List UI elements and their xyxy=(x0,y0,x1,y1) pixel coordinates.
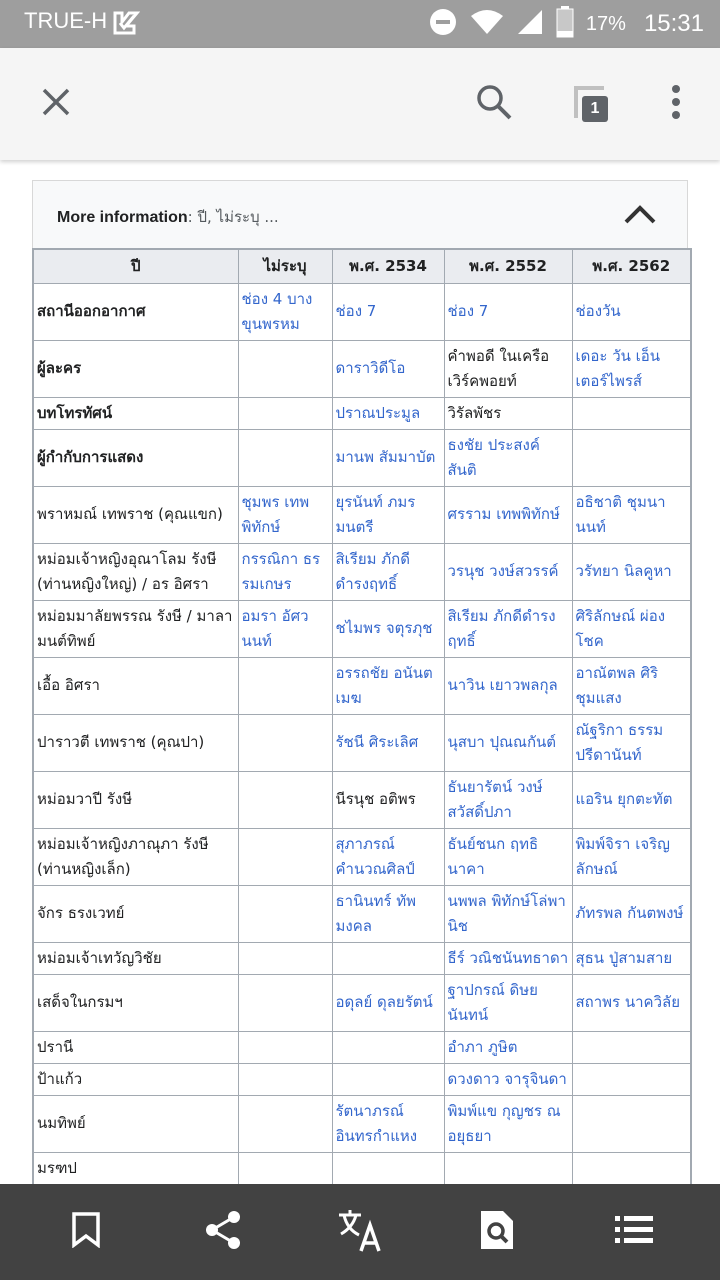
table-cell xyxy=(332,600,444,657)
table-cell xyxy=(238,600,332,657)
cell-link[interactable]: ธานินทร์ ทัพมงคล xyxy=(335,891,417,935)
carrier-name: TRUE-H xyxy=(24,8,108,33)
close-button[interactable] xyxy=(28,76,84,132)
cell-link[interactable]: นุสบา ปุณณกันต์ xyxy=(447,733,557,751)
cell-link[interactable]: ช่อง 7 xyxy=(447,302,489,320)
more-information-header[interactable] xyxy=(32,180,688,248)
table-row xyxy=(33,543,691,600)
article-content xyxy=(0,160,720,1184)
table-cell xyxy=(444,283,572,340)
table-row xyxy=(33,771,691,828)
cell-link[interactable]: ช่อง 4 บางขุนพรหม xyxy=(241,289,313,333)
table-cell xyxy=(238,885,332,942)
cell-link[interactable]: สิเรียม ภักดีดำรงฤทธิ์ xyxy=(335,549,410,593)
table-row xyxy=(33,340,691,397)
table-cell xyxy=(238,340,332,397)
table-cell xyxy=(572,974,691,1031)
cell-link[interactable]: ธีร์ วณิชนันทธาดา xyxy=(447,948,569,967)
table-cell xyxy=(238,1095,332,1152)
table-cell xyxy=(332,397,444,429)
cell-link[interactable]: นาวิน เยาวพลกุล xyxy=(447,676,558,694)
share-icon xyxy=(203,1210,243,1254)
table-cell xyxy=(444,885,572,942)
cell-link[interactable]: ศิริลักษณ์ ผ่องโชค xyxy=(575,606,666,650)
clock: 15:31 xyxy=(643,10,704,37)
row-label: ผู้กำกับการแสดง xyxy=(33,429,238,486)
tabs-button[interactable] xyxy=(564,76,620,132)
cast-table xyxy=(32,248,692,1184)
cell-link[interactable]: รัชนี ศิระเลิศ xyxy=(335,733,419,751)
header-2552: พ.ศ. 2552 xyxy=(444,249,572,283)
status-bar xyxy=(0,0,720,48)
cell-link[interactable]: อมรา อัศวนนท์ xyxy=(241,606,309,650)
row-label: เอื้อ อิศรา xyxy=(33,657,238,714)
table-row xyxy=(33,429,691,486)
table-cell xyxy=(238,1031,332,1063)
table-row xyxy=(33,600,691,657)
cell-link[interactable]: อดุลย์ ดุลยรัตน์ xyxy=(335,993,433,1011)
chevron-up-icon[interactable] xyxy=(623,203,657,229)
table-cell xyxy=(332,714,444,771)
table-row xyxy=(33,942,691,974)
cell-link[interactable]: สุธน ปู่สามสาย xyxy=(575,948,673,967)
table-cell xyxy=(444,714,572,771)
table-cell xyxy=(572,1152,691,1184)
table-cell xyxy=(572,1063,691,1095)
row-label: หม่อมวาปี รังษี xyxy=(33,771,238,828)
table-row xyxy=(33,486,691,543)
table-cell xyxy=(332,543,444,600)
table-cell xyxy=(238,942,332,974)
table-cell xyxy=(332,657,444,714)
table-cell xyxy=(572,657,691,714)
cell-link[interactable]: วรัทยา นิลคูหา xyxy=(575,562,672,580)
carrier-logo-icon xyxy=(112,10,140,40)
table-cell: นีรนุช อติพร xyxy=(332,771,444,828)
table-cell xyxy=(444,543,572,600)
cell-link[interactable]: ปราณประมูล xyxy=(335,403,421,422)
table-cell: คำพอดี ในเครือเวิร์คพอยท์ xyxy=(444,340,572,397)
table-row xyxy=(33,397,691,429)
cell-link[interactable]: อาณัตพล ศิริชุมแสง xyxy=(575,663,659,707)
table-cell xyxy=(572,828,691,885)
cell-link[interactable]: อธิชาติ ชุมนานนท์ xyxy=(575,492,666,536)
dnd-icon xyxy=(428,7,458,41)
table-cell xyxy=(332,283,444,340)
cell-link[interactable]: แอริน ยุกตะทัต xyxy=(575,790,673,808)
table-cell xyxy=(238,657,332,714)
table-row xyxy=(33,714,691,771)
more-information-title: More information xyxy=(57,209,188,226)
row-label: หม่อมเจ้าหญิงภาณุภา รังษี (ท่านหญิงเล็ก) xyxy=(33,828,238,885)
search-icon xyxy=(474,82,514,126)
table-cell xyxy=(444,429,572,486)
table-cell xyxy=(444,1031,572,1063)
cell-link[interactable]: สุภาภรณ์ คำนวณศิลป์ xyxy=(335,834,415,878)
table-cell xyxy=(238,543,332,600)
more-information-summary: : ปี, ไม่ระบุ ... xyxy=(187,208,279,226)
table-cell xyxy=(572,1031,691,1063)
cell-link[interactable]: ช่อง 7 xyxy=(335,302,377,320)
search-button[interactable] xyxy=(466,76,522,132)
app-toolbar xyxy=(0,48,720,160)
row-label: มรฑป xyxy=(33,1152,238,1184)
table-cell xyxy=(332,1031,444,1063)
table-cell xyxy=(444,771,572,828)
translate-button[interactable] xyxy=(328,1200,392,1264)
table-cell xyxy=(572,283,691,340)
row-label: นมทิพย์ xyxy=(33,1095,238,1152)
row-label: เสด็จในกรมฯ xyxy=(33,974,238,1031)
table-cell xyxy=(572,942,691,974)
cell-link[interactable]: ฐาปกรณ์ ดิษยนันทน์ xyxy=(447,980,538,1024)
cell-link[interactable]: สิเรียม ภักดีดำรงฤทธิ์ xyxy=(447,606,556,650)
table-row xyxy=(33,974,691,1031)
bottom-toolbar xyxy=(0,1184,720,1280)
translate-icon xyxy=(337,1207,383,1257)
table-row xyxy=(33,885,691,942)
table-cell xyxy=(332,828,444,885)
cell-link[interactable]: พิมพ์แข กุญชร ณ อยุธยา xyxy=(447,1101,561,1145)
table-cell xyxy=(238,397,332,429)
table-cell xyxy=(238,974,332,1031)
table-row xyxy=(33,1063,691,1095)
cell-link[interactable]: ณัฐริกา ธรรมปรีดานันท์ xyxy=(575,720,664,764)
cell-link[interactable]: ชไมพร จตุรภุช xyxy=(335,619,433,637)
table-row xyxy=(33,828,691,885)
header-unspecified: ไม่ระบุ xyxy=(238,249,332,283)
more-vert-icon xyxy=(670,84,682,124)
battery-percent: 17% xyxy=(585,12,626,35)
cell-link[interactable]: ธงชัย ประสงค์สันติ xyxy=(447,435,540,479)
cell-link[interactable]: เดอะ วัน เอ็นเตอร์ไพรส์ xyxy=(575,346,661,390)
cell-link[interactable]: ช่องวัน xyxy=(575,302,621,320)
row-label: หม่อมมาลัยพรรณ รังษี / มาลา มนต์ทิพย์ xyxy=(33,600,238,657)
row-label: หม่อมเจ้าเทวัญวิชัย xyxy=(33,942,238,974)
cell-link[interactable]: ภัทรพล กันตพงษ์ xyxy=(575,904,684,922)
table-header-row xyxy=(33,249,691,283)
table-cell xyxy=(238,1063,332,1095)
table-cell: วิรัลพัชร xyxy=(444,397,572,429)
table-cell xyxy=(572,771,691,828)
cell-link[interactable]: นพพล พิทักษ์โล่พานิช xyxy=(447,891,566,935)
table-cell xyxy=(332,429,444,486)
table-cell xyxy=(444,657,572,714)
table-row xyxy=(33,1152,691,1184)
cell-link[interactable]: ศรราม เทพพิทักษ์ xyxy=(447,505,560,523)
table-cell xyxy=(572,1095,691,1152)
more-information-label xyxy=(57,205,279,229)
table-cell xyxy=(332,486,444,543)
cell-link[interactable]: สถาพร นาควิลัย xyxy=(575,993,680,1011)
cell-link[interactable]: พิมพ์จิรา เจริญลักษณ์ xyxy=(575,834,670,878)
row-label: ปาราวตี เทพราช (คุณปา) xyxy=(33,714,238,771)
table-cell xyxy=(238,486,332,543)
table-cell xyxy=(444,600,572,657)
table-cell xyxy=(332,1063,444,1095)
share-button[interactable] xyxy=(191,1200,255,1264)
cell-link[interactable]: รัตนาภรณ์ อินทรกำแหง xyxy=(335,1101,418,1145)
row-label: สถานีออกอากาศ xyxy=(33,283,238,340)
table-cell xyxy=(444,486,572,543)
row-label: ผู้ละคร xyxy=(33,340,238,397)
row-label: จักร ธรงเวทย์ xyxy=(33,885,238,942)
cell-link[interactable]: ดวงดาว จารุจินดา xyxy=(447,1069,567,1088)
cell-link[interactable]: ธันยารัตน์ วงษ์สวัสดิ์ปภา xyxy=(447,777,543,821)
header-year: ปี xyxy=(33,249,238,283)
row-label: หม่อมเจ้าหญิงอุณาโลม รังษี (ท่านหญิงใหญ่) / อร อิศรา xyxy=(33,543,238,600)
tabs-icon xyxy=(570,82,614,126)
table-cell xyxy=(572,397,691,429)
table-cell xyxy=(444,1095,572,1152)
table-cell xyxy=(238,714,332,771)
row-label: ป้าแก้ว xyxy=(33,1063,238,1095)
table-cell xyxy=(444,1152,572,1184)
cell-link[interactable]: วรนุช วงษ์สวรรค์ xyxy=(447,562,559,580)
table-cell xyxy=(238,1152,332,1184)
cell-link[interactable]: มานพ สัมมาบัต xyxy=(335,448,436,466)
table-cell xyxy=(572,429,691,486)
table-cell xyxy=(238,429,332,486)
table-cell xyxy=(444,1063,572,1095)
table-cell xyxy=(444,828,572,885)
table-cell xyxy=(444,974,572,1031)
table-cell xyxy=(238,283,332,340)
close-icon xyxy=(40,86,72,122)
cell-link[interactable]: ยุรนันท์ ภมรมนตรี xyxy=(335,492,416,536)
table-cell xyxy=(332,942,444,974)
table-cell xyxy=(572,885,691,942)
cell-link[interactable]: กรรณิกา ธรรมเกษร xyxy=(241,549,321,593)
find-in-page-icon xyxy=(479,1209,515,1255)
wifi-icon xyxy=(470,8,504,40)
table-cell xyxy=(572,340,691,397)
table-row xyxy=(33,1031,691,1063)
bookmark-button[interactable] xyxy=(54,1200,118,1264)
bookmark-icon xyxy=(71,1212,101,1252)
battery-icon xyxy=(556,6,574,42)
header-2534: พ.ศ. 2534 xyxy=(332,249,444,283)
table-cell xyxy=(572,600,691,657)
table-cell xyxy=(572,543,691,600)
table-cell xyxy=(332,885,444,942)
row-label: พราหมณ์ เทพราช (คุณแขก) xyxy=(33,486,238,543)
table-cell xyxy=(444,942,572,974)
contents-button[interactable] xyxy=(602,1200,666,1264)
header-2562: พ.ศ. 2562 xyxy=(572,249,691,283)
row-label: ปรานี xyxy=(33,1031,238,1063)
contents-list-icon xyxy=(615,1215,653,1249)
table-cell xyxy=(238,828,332,885)
table-cell xyxy=(332,974,444,1031)
row-label: บทโทรทัศน์ xyxy=(33,397,238,429)
signal-icon xyxy=(516,8,544,40)
table-cell xyxy=(332,1095,444,1152)
cell-link[interactable]: ชุมพร เทพพิทักษ์ xyxy=(241,492,310,536)
find-in-page-button[interactable] xyxy=(465,1200,529,1264)
table-cell xyxy=(572,486,691,543)
table-cell xyxy=(238,771,332,828)
overflow-menu-button[interactable] xyxy=(648,76,704,132)
table-cell xyxy=(572,714,691,771)
table-row xyxy=(33,1095,691,1152)
table-cell xyxy=(332,1152,444,1184)
table-body xyxy=(33,283,691,1184)
cell-link[interactable]: ธันย์ชนก ฤทธินาคา xyxy=(447,834,539,878)
table-cell xyxy=(332,340,444,397)
table-row xyxy=(33,283,691,340)
cell-link[interactable]: อรรถชัย อนันตเมฆ xyxy=(335,663,433,707)
cell-link[interactable]: อำภา ภูษิต xyxy=(447,1037,518,1056)
cell-link[interactable]: ดาราวิดีโอ xyxy=(335,359,406,377)
table-row xyxy=(33,657,691,714)
tab-count: 1 xyxy=(582,96,608,122)
